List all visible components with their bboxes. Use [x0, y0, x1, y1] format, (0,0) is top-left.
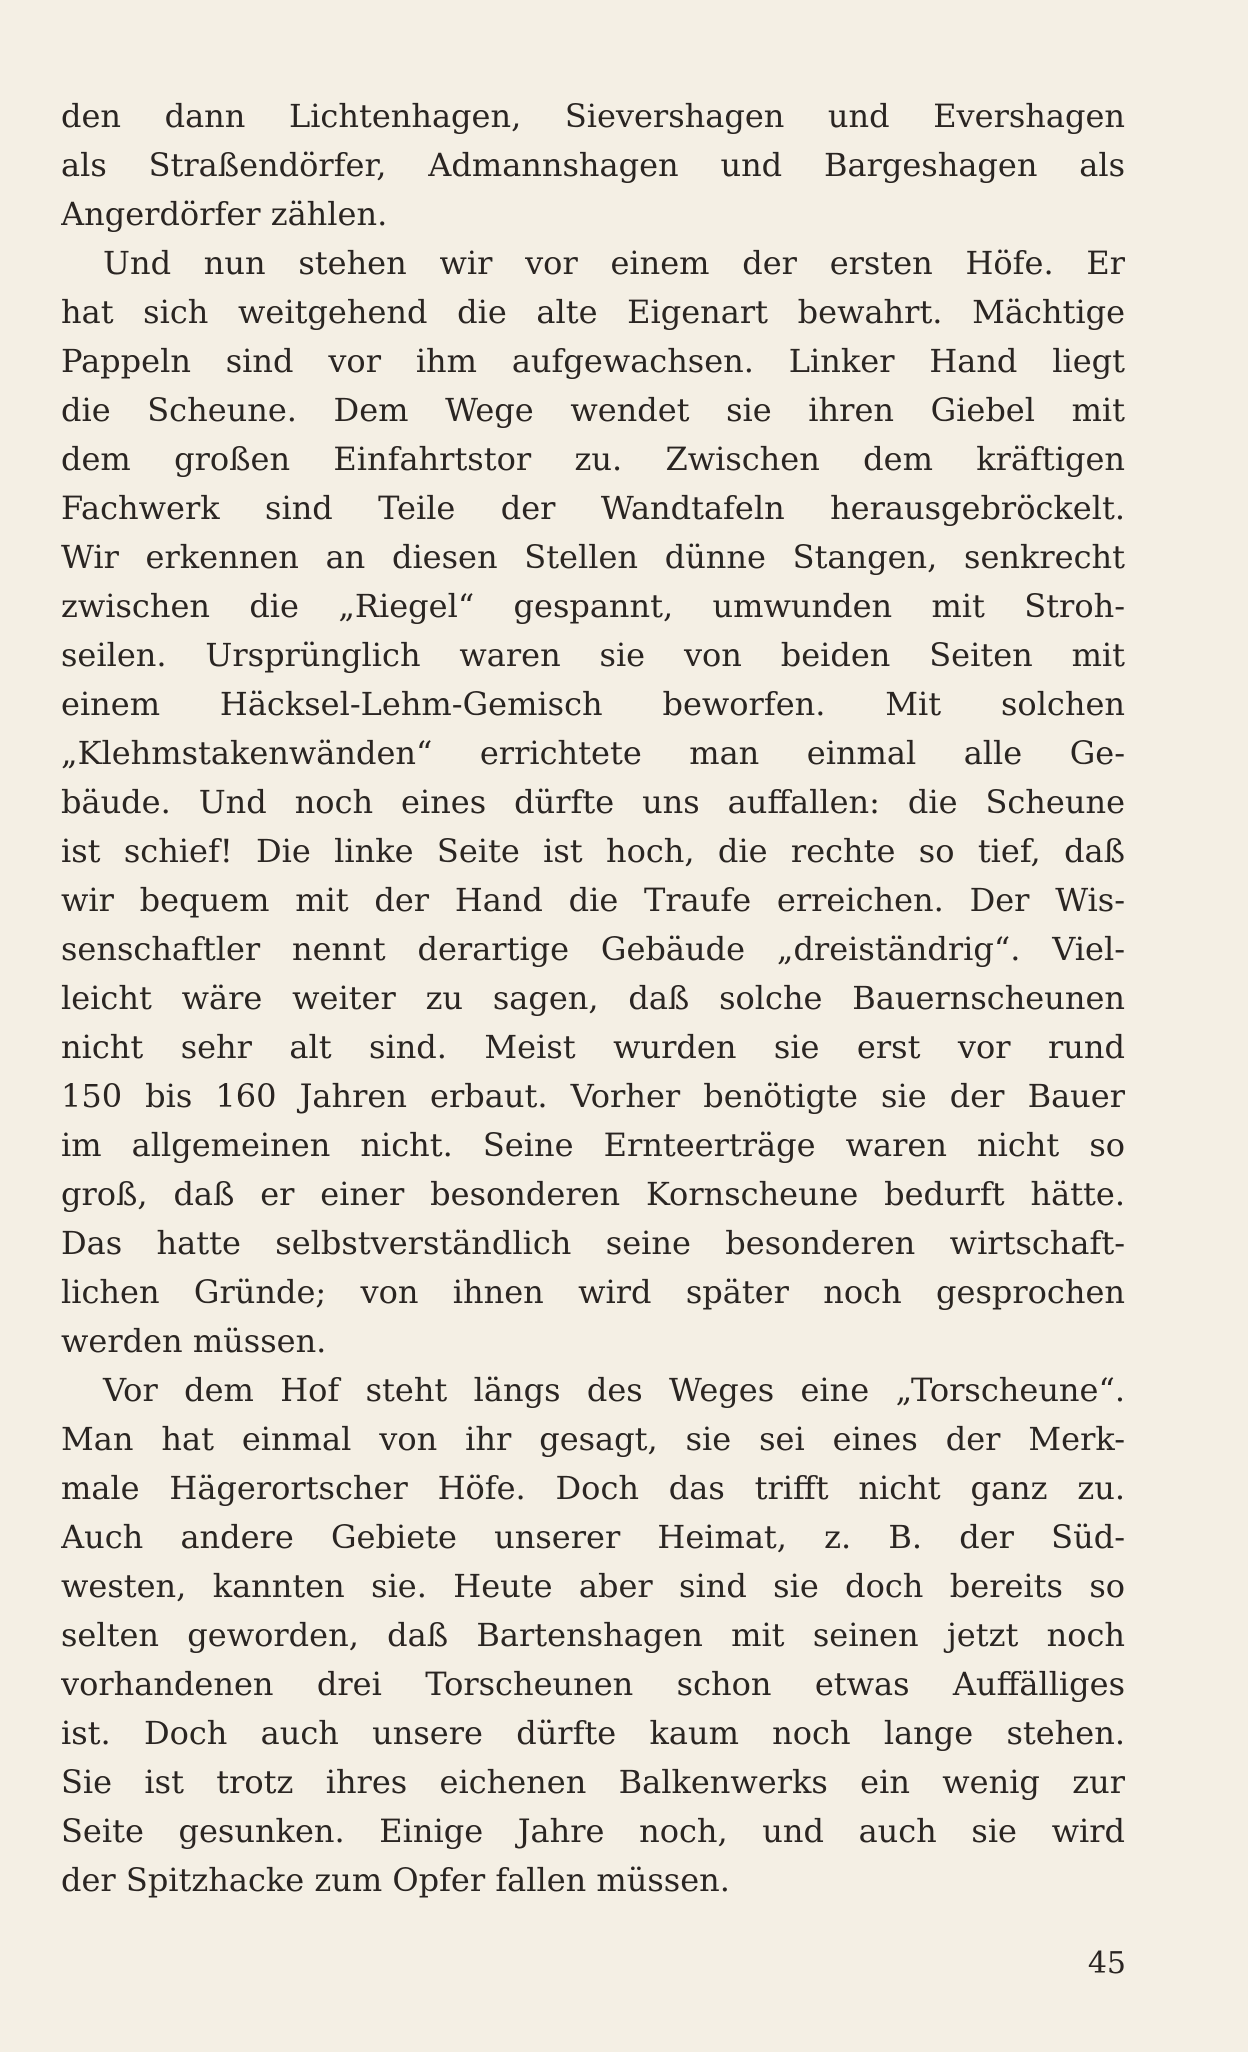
- text-line: Angerdörfer zählen.: [61, 195, 388, 233]
- text-line: nicht sehr alt sind. Meist wurden sie erst vor rund: [61, 1028, 1125, 1066]
- text-line: die Scheune. Dem Wege wendet sie ihren Giebel mit: [61, 391, 1125, 429]
- text-line: vorhandenen drei Torscheunen schon etwas Auffälliges: [61, 1665, 1125, 1703]
- text-line: den dann Lichtenhagen, Sievershagen und Evershagen: [61, 97, 1125, 135]
- paragraph-start-line: Vor dem Hof steht längs des Weges eine „Torscheune“.: [103, 1371, 1125, 1409]
- text-line: Auch andere Gebiete unserer Heimat, z. B. der Süd-: [61, 1518, 1125, 1556]
- text-line: lichen Gründe; von ihnen wird später noch gesprochen: [61, 1273, 1125, 1311]
- text-line: zwischen die „Riegel“ gespannt, umwunden mit Stroh-: [61, 587, 1125, 625]
- text-line: bäude. Und noch eines dürfte uns auffallen: die Scheune: [61, 783, 1125, 821]
- text-line: der Spitzhacke zum Opfer fallen müssen.: [61, 1861, 730, 1899]
- text-line: senschaftler nennt derartige Gebäude „dreiständrig“. Viel-: [61, 930, 1125, 968]
- text-line: male Hägerortscher Höfe. Doch das trifft nicht ganz zu.: [61, 1469, 1125, 1507]
- text-line: als Straßendörfer, Admannshagen und Bargeshagen als: [61, 146, 1125, 184]
- text-line: westen, kannten sie. Heute aber sind sie doch bereits so: [61, 1567, 1125, 1605]
- text-line: Seite gesunken. Einige Jahre noch, und auch sie wird: [61, 1812, 1125, 1850]
- text-line: ist. Doch auch unsere dürfte kaum noch lange stehen.: [61, 1714, 1125, 1752]
- text-line: seilen. Ursprünglich waren sie von beiden Seiten mit: [61, 636, 1125, 674]
- text-line: im allgemeinen nicht. Seine Ernteerträge waren nicht so: [61, 1126, 1125, 1164]
- text-line: dem großen Einfahrtstor zu. Zwischen dem kräftigen: [61, 440, 1125, 478]
- paragraph-start-line: Und nun stehen wir vor einem der ersten Höfe. Er: [103, 244, 1125, 282]
- text-line: Man hat einmal von ihr gesagt, sie sei eines der Merk-: [61, 1420, 1125, 1458]
- text-line: „Klehmstakenwänden“ errichtete man einmal alle Ge-: [61, 734, 1125, 772]
- body-text: [61, 92, 1125, 1905]
- text-line: wir bequem mit der Hand die Traufe erreichen. Der Wis-: [61, 881, 1125, 919]
- text-line: leicht wäre weiter zu sagen, daß solche Bauernscheunen: [61, 979, 1125, 1017]
- text-line: selten geworden, daß Bartenshagen mit seinen jetzt noch: [61, 1616, 1125, 1654]
- text-line: ist schief! Die linke Seite ist hoch, die rechte so tief, daß: [61, 832, 1125, 870]
- page-number: 45: [1087, 1946, 1126, 1981]
- text-line: Wir erkennen an diesen Stellen dünne Stangen, senkrecht: [61, 538, 1125, 576]
- text-line: hat sich weitgehend die alte Eigenart bewahrt. Mächtige: [61, 293, 1125, 331]
- text-line: Fachwerk sind Teile der Wandtafeln herausgebröckelt.: [61, 489, 1125, 527]
- text-line: werden müssen.: [61, 1322, 327, 1360]
- text-line: groß, daß er einer besonderen Kornscheune bedurft hätte.: [61, 1175, 1125, 1213]
- text-line: einem Häcksel-Lehm-Gemisch beworfen. Mit solchen: [61, 685, 1125, 723]
- text-line: Das hatte selbstverständlich seine besonderen wirtschaft-: [61, 1224, 1125, 1262]
- text-line: 150 bis 160 Jahren erbaut. Vorher benötigte sie der Bauer: [61, 1077, 1125, 1115]
- text-line: Pappeln sind vor ihm aufgewachsen. Linker Hand liegt: [61, 342, 1125, 380]
- text-line: Sie ist trotz ihres eichenen Balkenwerks ein wenig zur: [61, 1763, 1125, 1801]
